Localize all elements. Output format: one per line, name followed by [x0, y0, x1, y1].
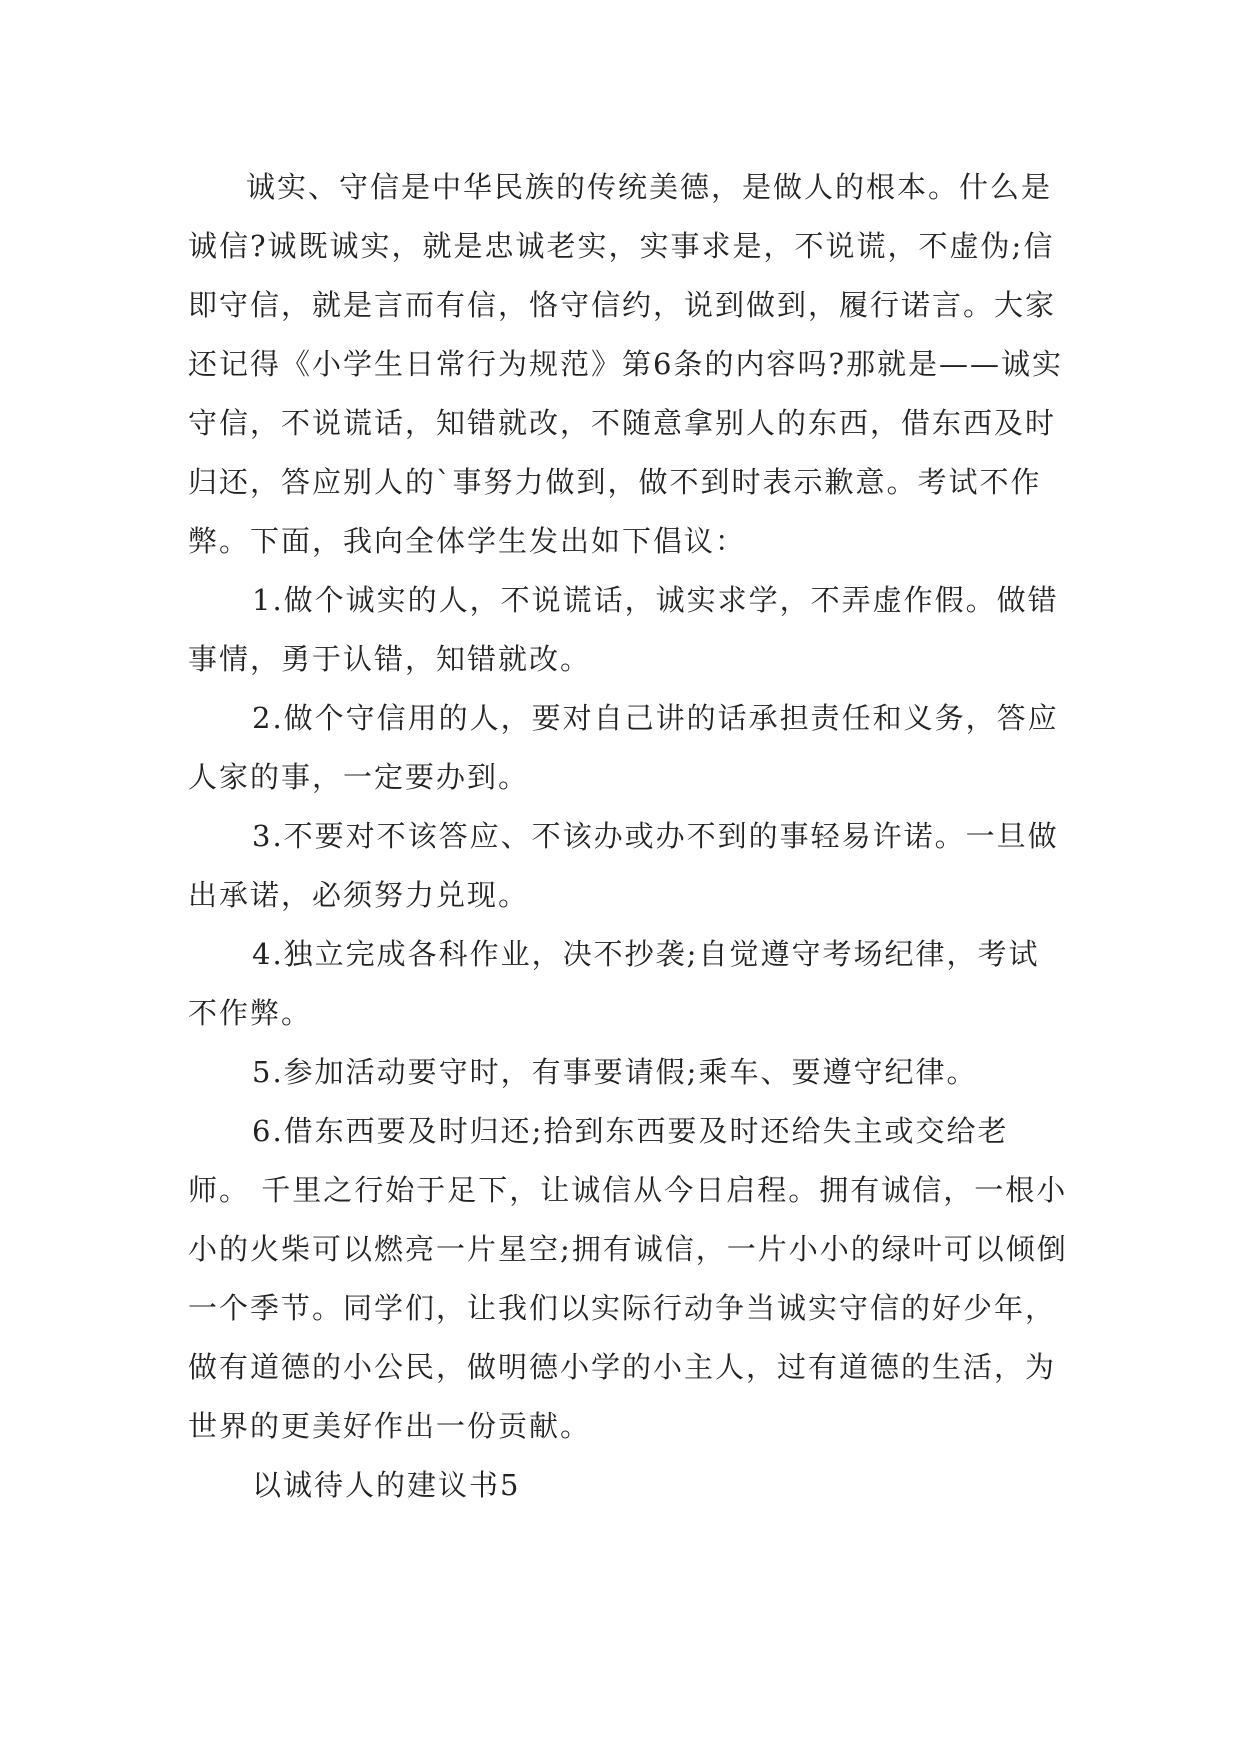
document-body	[188, 158, 1068, 1515]
proposal-item-2: 2.做个守信用的人，要对自己讲的话承担责任和义务，答应人家的事，一定要办到。	[188, 701, 1059, 794]
proposal-item-1: 1.做个诚实的人，不说谎话，诚实求学，不弄虚作假。做错事情，勇于认错，知错就改。	[188, 583, 1059, 676]
proposal-item-4: 4.独立完成各科作业，决不抄袭;自觉遵守考场纪律，考试不作弊。	[188, 937, 1040, 1030]
proposal-item-5: 5.参加活动要守时，有事要请假;乘车、要遵守纪律。	[252, 1055, 978, 1089]
intro-paragraph: 诚实、守信是中华民族的传统美德，是做人的根本。什么是诚信?诚既诚实，就是忠诚老实，实事求是，不说谎，不虚伪;信即守信，就是言而有信，恪守信约，说到做到，履行诺言。大家还记得《小学生日常行为规范》第6条的内容吗?那就是——诚实守信，不说谎话，知错就改，不随意拿别人的东西，借东西及时归还，答应别人的`事努力做到，做不到时表示歉意。考试不作弊。下面，我向全体学生发出如下倡议：	[188, 170, 1063, 558]
next-section-heading: 以诚待人的建议书5	[252, 1468, 521, 1502]
proposal-item-6: 6.借东西要及时归还;拾到东西要及时还给失主或交给老师。 千里之行始于足下，让诚信从今日启程。拥有诚信，一根小小的火柴可以燃亮一片星空;拥有诚信，一片小小的绿叶可以倾倒一个季节。同学们，让我们以实际行动争当诚实守信的好少年，做有道德的小公民，做明德小学的小主人，过有道德的生活，为世界的更美好作出一份贡献。	[188, 1114, 1068, 1443]
proposal-item-3: 3.不要对不该答应、不该办或办不到的事轻易许诺。一旦做出承诺，必须努力兑现。	[188, 819, 1059, 912]
